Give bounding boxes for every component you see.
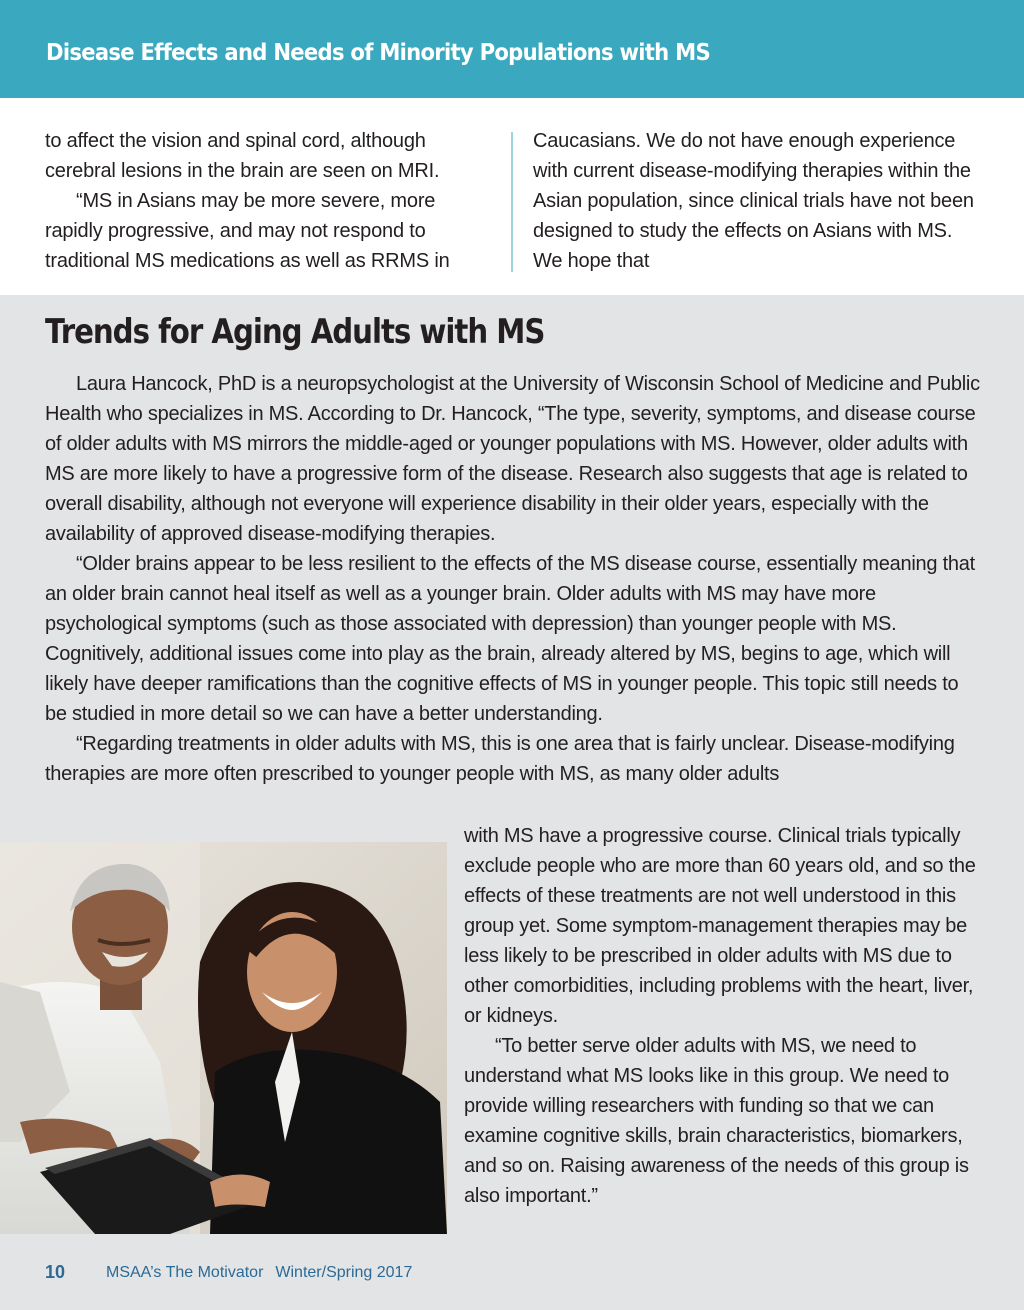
article-paragraph-2: “Older brains appear to be less resilient to the effects of the MS disease course, essentially meaning that an older brain cannot heal itself as well as a younger brain. Older adults with MS may have more psychological symptoms (such as those associated with depression) than younger people with MS. Cognitively, additional issues come into play as the brain, already altered by MS, begins to age, which will likely have deeper ramifications than the cognitive effects of MS in younger people. This topic still needs to be studied in more detail so we can have a better understanding. xyxy=(45,553,975,725)
page-number: 10 xyxy=(45,1262,66,1282)
article-body xyxy=(45,369,985,789)
top-left-paragraph-2: “MS in Asians may be more severe, more rapidly progressive, and may not respond to traditional MS medications as well as RRMS in xyxy=(45,190,450,272)
article-paragraph-1: Laura Hancock, PhD is a neuropsychologist at the University of Wisconsin School of Medicine and Public Health who specializes in MS. According to Dr. Hancock, “The type, severity, symptoms, and disease course of older adults with MS mirrors the middle-aged or younger populations with MS. However, older adults with MS are more likely to have a progressive form of the disease. Research also suggests that age is related to overall disability, although not everyone will experience disability in their older years, especially with the availability of approved disease-modifying therapies. xyxy=(45,373,980,545)
photo-illustration xyxy=(0,842,447,1234)
top-right-column xyxy=(533,126,983,276)
column-divider xyxy=(511,132,513,272)
narrow-paragraph-1: with MS have a progressive course. Clinical trials typically exclude people who are more than 60 years old, and so the effects of these treatments are not well understood in this group yet. Some symptom-management therapies may be less likely to be prescribed in older adults with MS due to other comorbidities, including problems with the heart, liver, or kidneys. xyxy=(464,825,976,1027)
article-paragraph-3: “Regarding treatments in older adults with MS, this is one area that is fairly unclear. Disease-modifying therapies are more often prescribed to younger people with MS, as many older adults xyxy=(45,733,955,785)
photo-older-man-and-woman-with-tablet xyxy=(0,842,447,1234)
header-title: Disease Effects and Needs of Minority Populations with MS xyxy=(46,40,710,66)
top-left-paragraph-1: to affect the vision and spinal cord, although cerebral lesions in the brain are seen on MRI. xyxy=(45,130,440,182)
publication-name: MSAA’s The Motivator xyxy=(106,1264,264,1281)
narrow-paragraph-2: “To better serve older adults with MS, we need to understand what MS looks like in this group. We need to provide willing researchers with funding so that we can examine cognitive skills, brain characteristics, biomarkers, and so on. Raising awareness of the needs of this group is also important.” xyxy=(464,1035,969,1207)
top-right-paragraph-1: Caucasians. We do not have enough experience with current disease-modifying therapies within the Asian population, since clinical trials have not been designed to study the effects on Asians with MS. We hope that xyxy=(533,130,974,272)
article-narrow-column xyxy=(464,821,989,1211)
issue-date: Winter/Spring 2017 xyxy=(275,1264,413,1281)
top-left-column xyxy=(45,126,495,276)
section-title: Trends for Aging Adults with MS xyxy=(45,312,545,352)
header-banner xyxy=(0,0,1024,98)
footer-publication xyxy=(106,1264,412,1282)
